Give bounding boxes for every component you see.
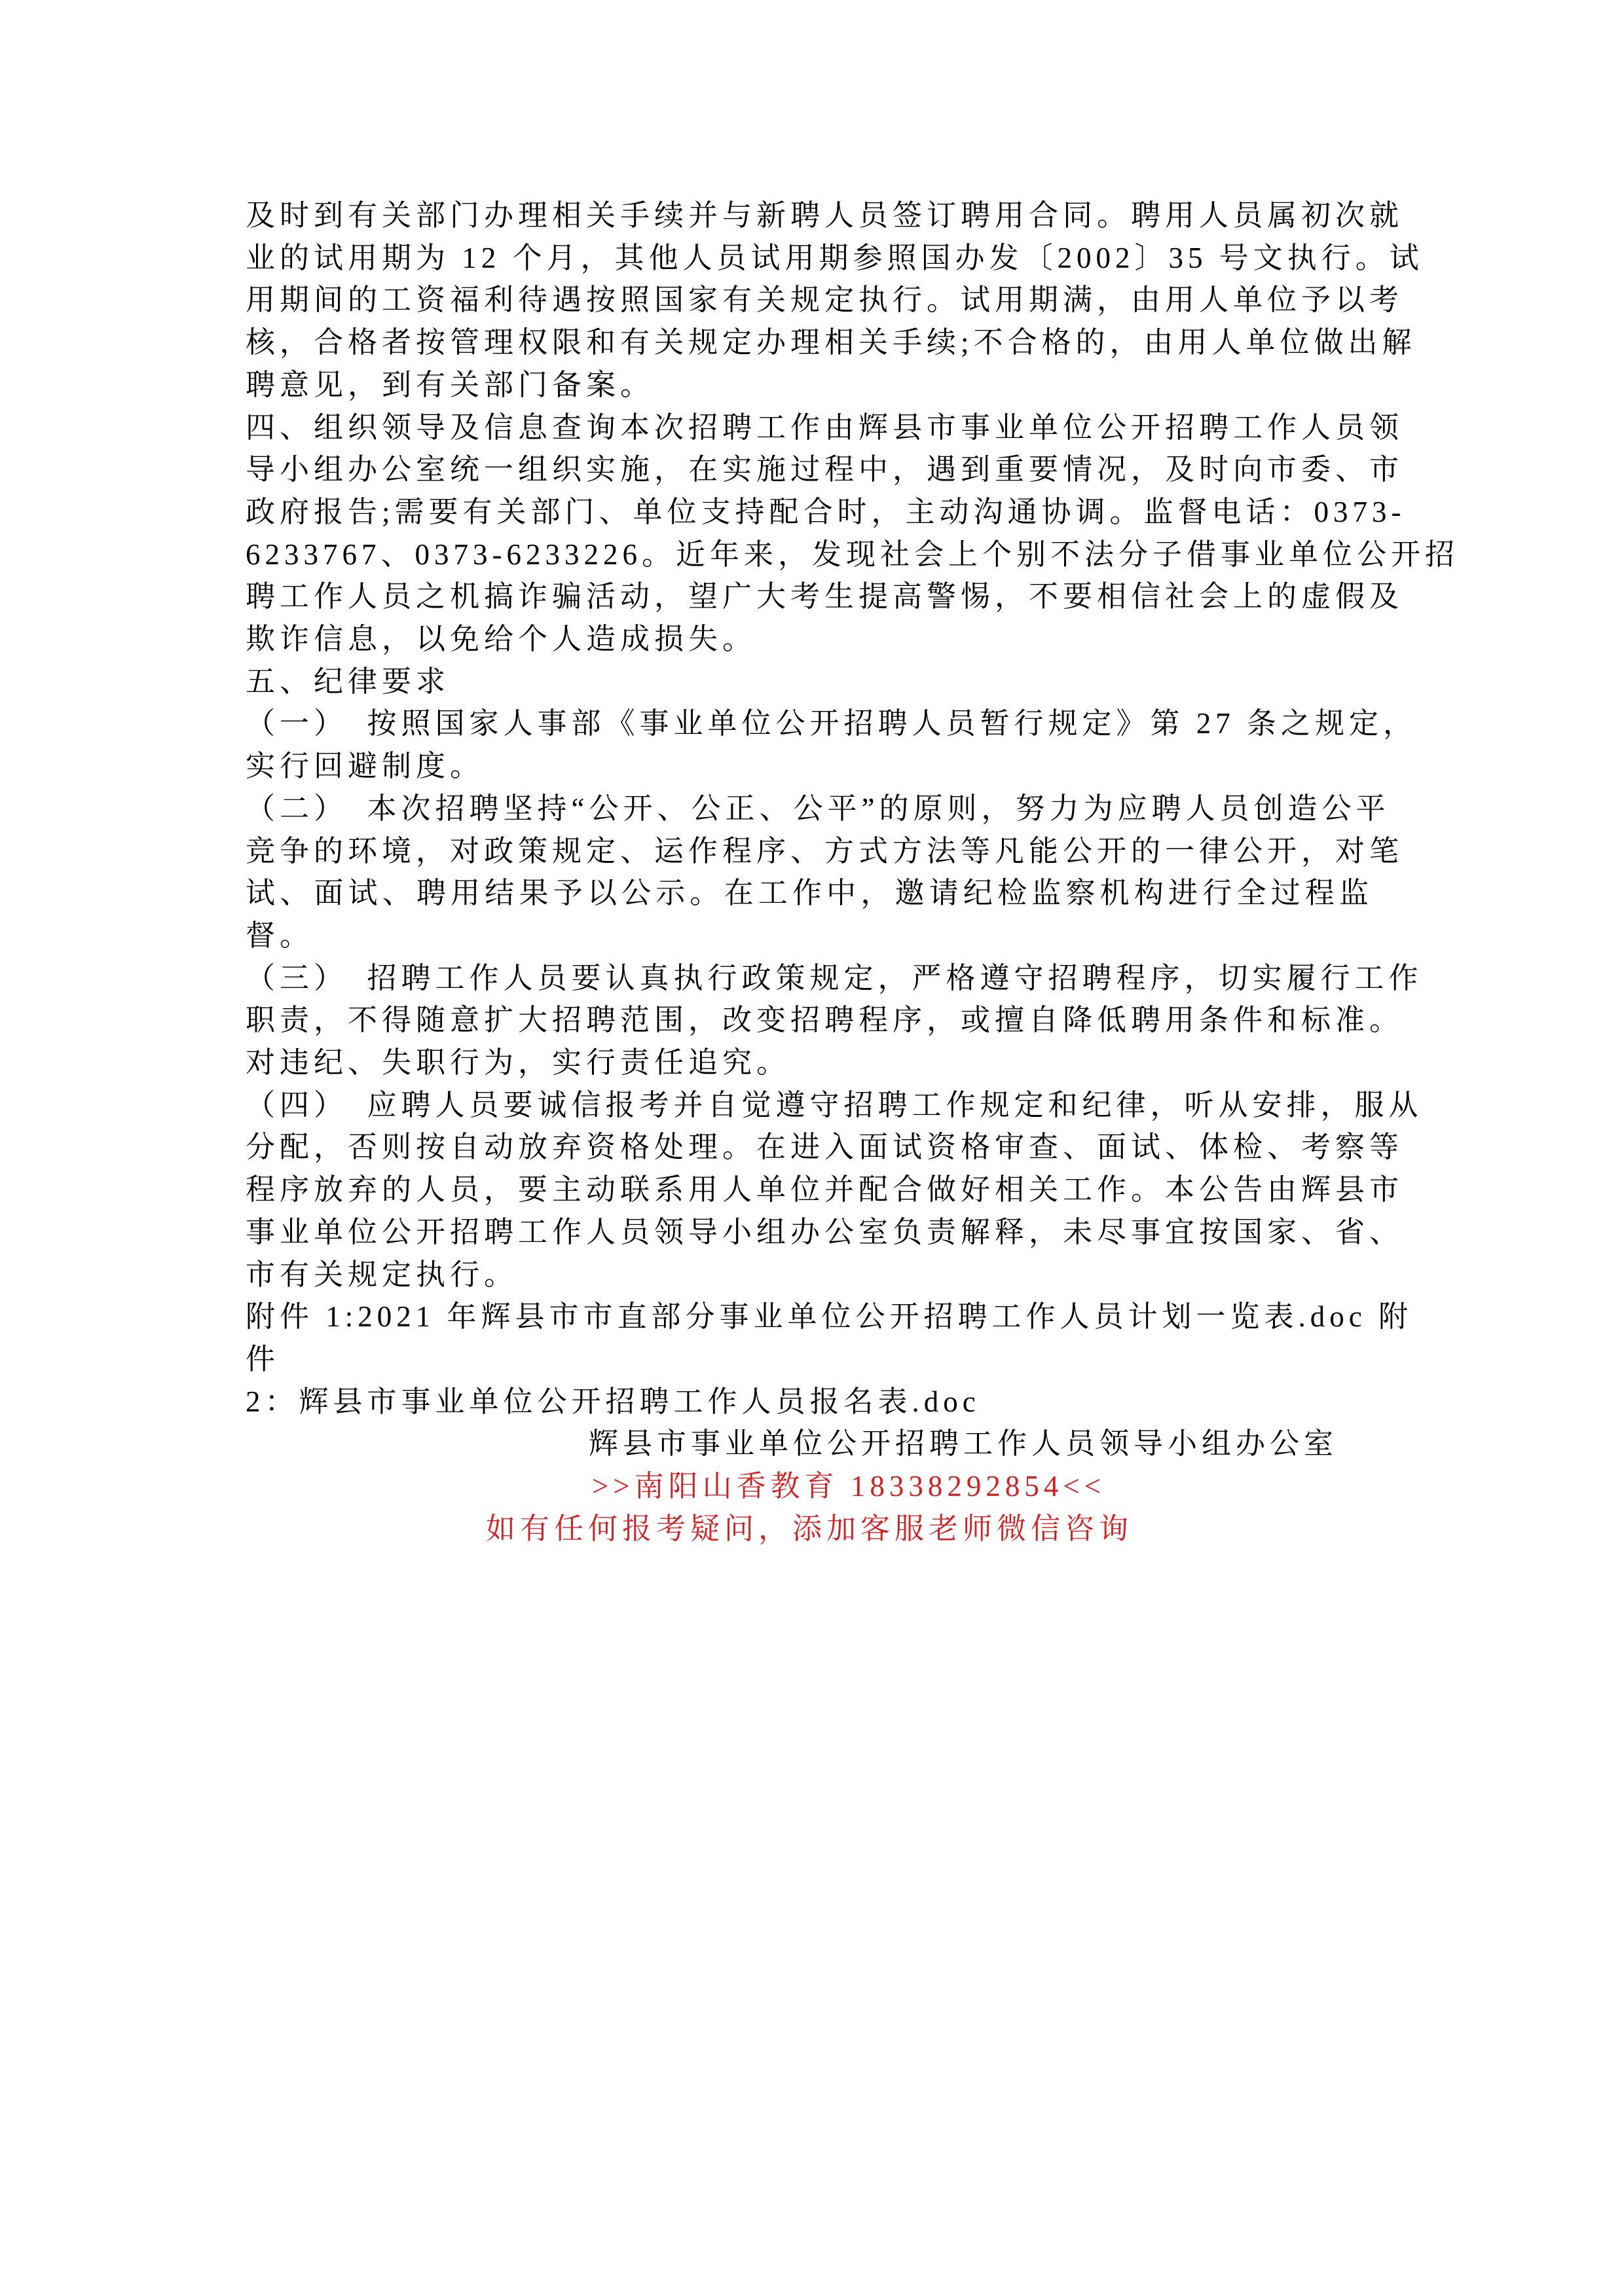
body-text-line: 事业单位公开招聘工作人员领导小组办公室负责解释，未尽事宜按国家、省、	[246, 1215, 1404, 1248]
promo-contact-line: >>南阳山香教育 18338292854<<	[591, 1470, 1106, 1503]
signature-line: 辉县市事业单位公开招聘工作人员领导小组办公室	[589, 1427, 1338, 1461]
body-text-line: 导小组办公室统一组织实施，在实施过程中，遇到重要情况，及时向市委、市	[246, 453, 1404, 486]
body-text-line: 政府报告;需要有关部门、单位支持配合时，主动沟通协调。监督电话：0373-	[246, 495, 1406, 528]
body-text-line: 业的试用期为 12 个月，其他人员试用期参照国办发〔2002〕35 号文执行。试	[246, 241, 1424, 274]
body-text-line: （三） 招聘工作人员要认真执行政策规定，严格遵守招聘程序，切实履行工作	[246, 961, 1423, 994]
body-text-line: （二） 本次招聘坚持“公开、公正、公平”的原则，努力为应聘人员创造公平	[246, 792, 1390, 825]
body-text-line: 聘意见，到有关部门备案。	[246, 368, 655, 401]
body-text-line: 聘工作人员之机搞诈骗活动，望广大考生提高警惕，不要相信社会上的虚假及	[246, 580, 1404, 613]
section-heading-line: 五、纪律要求	[246, 665, 451, 698]
note-line: 如有任何报考疑问，添加客服老师微信咨询	[485, 1512, 1133, 1545]
body-text-line: （一） 按照国家人事部《事业单位公开招聘人员暂行规定》第 27 条之规定，	[246, 707, 1418, 740]
attachment-line: 2：辉县市事业单位公开招聘工作人员报名表.doc	[246, 1385, 980, 1418]
body-text-line: 6233767、0373-6233226。近年来，发现社会上个别不法分子借事业单位公开招	[246, 538, 1459, 571]
body-text-line: 分配，否则按自动放弃资格处理。在进入面试资格审查、面试、体检、考察等	[246, 1131, 1404, 1164]
body-text-line: 欺诈信息，以免给个人造成损失。	[246, 623, 757, 656]
body-text-line: 试、面试、聘用结果予以公示。在工作中，邀请纪检监察机构进行全过程监	[246, 877, 1373, 910]
body-text-line: 对违纪、失职行为，实行责任追究。	[246, 1046, 791, 1080]
body-text-line: 用期间的工资福利待遇按照国家有关规定执行。试用期满，由用人单位予以考	[246, 283, 1404, 317]
body-text-line: 程序放弃的人员，要主动联系用人单位并配合做好相关工作。本公告由辉县市	[246, 1173, 1404, 1207]
body-text-line: 核，合格者按管理权限和有关规定办理相关手续;不合格的，由用人单位做出解	[246, 326, 1416, 359]
body-text-line: 及时到有关部门办理相关手续并与新聘人员签订聘用合同。聘用人员属初次就	[246, 199, 1404, 232]
body-text-line: 市有关规定执行。	[246, 1258, 519, 1291]
body-text-line: 职责，不得随意扩大招聘范围，改变招聘程序，或擅自降低聘用条件和标准。	[246, 1004, 1404, 1037]
body-text-line: 督。	[246, 919, 314, 952]
attachment-line: 件	[246, 1342, 280, 1376]
document-body	[246, 194, 1459, 1550]
body-text-line: 四、组织领导及信息查询本次招聘工作由辉县市事业单位公开招聘工作人员领	[246, 410, 1404, 444]
attachment-line: 附件 1:2021 年辉县市市直部分事业单位公开招聘工作人员计划一览表.doc 附	[246, 1300, 1412, 1334]
body-text-line: 竞争的环境，对政策规定、运作程序、方式方法等凡能公开的一律公开，对笔	[246, 834, 1404, 867]
body-text-line: 实行回避制度。	[246, 750, 485, 783]
body-text-line: （四） 应聘人员要诚信报考并自觉遵守招聘工作规定和纪律，听从安排，服从	[246, 1088, 1423, 1121]
